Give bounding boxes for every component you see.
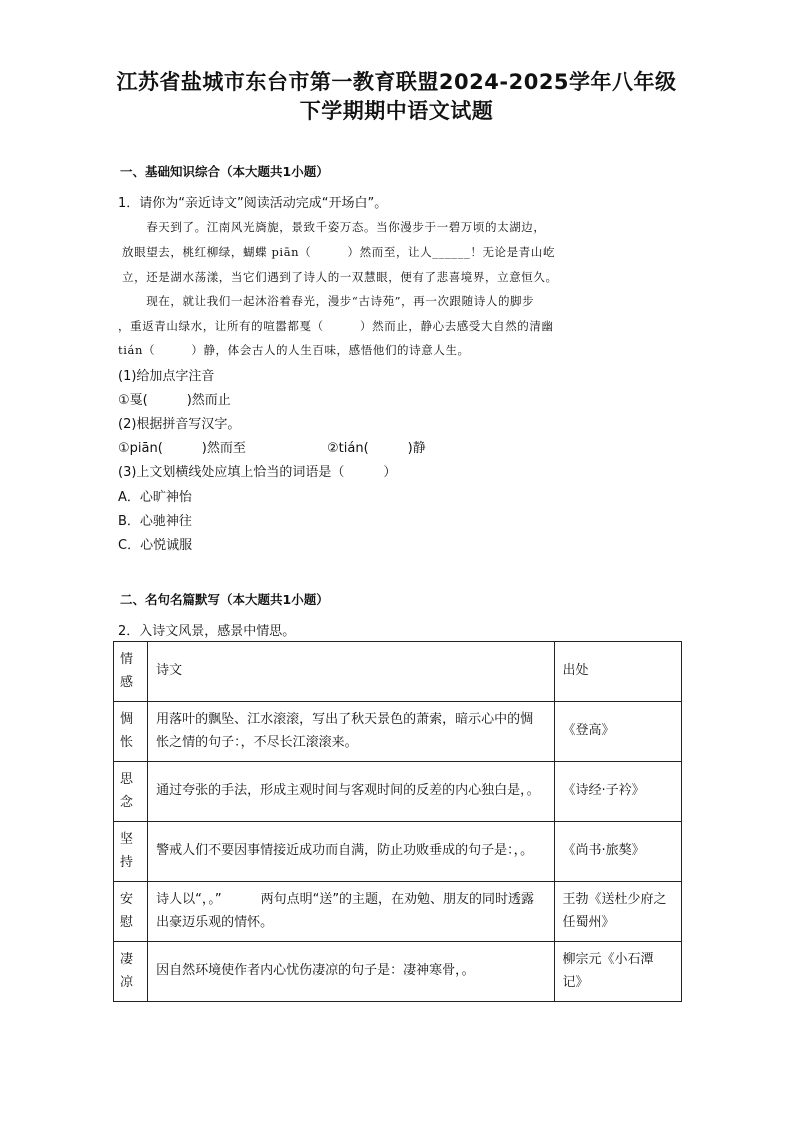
table-row — [114, 822, 682, 882]
sub-question-1: (1)给加点字注音 — [118, 369, 215, 384]
text-cell: 用落叶的飘坠、江水滚滚，写出了秋天景色的萧索，暗示心中的惆怅之情的句子：，不尽长江滚滚来。 — [148, 702, 554, 762]
source-cell: 《尚书·旅獒》 — [554, 822, 681, 882]
section-1-heading: 一、基础知识综合（本大题共1小题） — [120, 164, 329, 179]
passage-line: tián（ ）静，体会古人的人生百味，感悟他们的诗意人生。 — [118, 343, 470, 357]
header-source: 出处 — [554, 642, 681, 702]
source-cell: 柳宗元《小石潭记》 — [554, 942, 681, 1002]
emotion-cell: 思念 — [114, 762, 148, 822]
table-row — [114, 702, 682, 762]
sub-question-3: (3)上文划横线处应填上恰当的词语是（ ） — [118, 465, 397, 480]
sub-question-2-item-1: ①piān( )然而至 — [118, 441, 246, 456]
option-b: B．心驰神往 — [118, 514, 192, 529]
title-line-2: 下学期期中语文试题 — [299, 99, 494, 123]
sub-question-1-item: ①戛( )然而止 — [118, 393, 231, 408]
table-header-row — [114, 642, 682, 702]
emotion-cell: 凄凉 — [114, 942, 148, 1002]
source-cell: 《登高》 — [554, 702, 681, 762]
header-text: 诗文 — [148, 642, 554, 702]
source-cell: 王勃《送杜少府之任蜀州》 — [554, 882, 681, 942]
question-1-prompt: 1．请你为“亲近诗文”阅读活动完成“开场白”。 — [118, 196, 388, 211]
passage-line: 放眼望去，桃红柳绿，蝴蝶 piān（ ）然而至，让人______！无论是青山屹 — [122, 245, 556, 259]
sub-question-2: (2)根据拼音写汉字。 — [118, 417, 241, 432]
option-c: C．心悦诚服 — [118, 538, 193, 553]
emotion-cell: 安慰 — [114, 882, 148, 942]
text-cell: 因自然环境使作者内心忧伤凄凉的句子是：凄神寒骨，。 — [148, 942, 554, 1002]
passage-line: ，重返青山绿水，让所有的喧嚣都戛（ ）然而止，静心去感受大自然的清幽 — [118, 319, 554, 333]
text-cell: 诗人以“，。” 两句点明“送”的主题，在劝勉、朋友的同时透露出豪迈乐观的情怀。 — [148, 882, 554, 942]
emotion-cell: 惆怅 — [114, 702, 148, 762]
question-2-prompt: 2．入诗文风景，感景中情思。 — [118, 624, 296, 639]
table-row — [114, 882, 682, 942]
title-line-1: 江苏省盐城市东台市第一教育联盟2024-2025学年八年级 — [116, 70, 677, 94]
sub-question-2-item-2: ②tián( )静 — [327, 441, 426, 456]
passage-line: 现在，就让我们一起沐浴着春光，漫步“古诗苑”，再一次跟随诗人的脚步 — [122, 294, 535, 308]
emotion-cell: 坚持 — [114, 822, 148, 882]
text-cell: 通过夸张的手法，形成主观时间与客观时间的反差的内心独白是，。 — [148, 762, 554, 822]
table-row — [114, 942, 682, 1002]
poem-table — [113, 641, 682, 1002]
option-a: A．心旷神怡 — [118, 490, 192, 505]
header-emotion: 情感 — [114, 642, 148, 702]
passage-line: 立，还是湖水荡漾，当它们遇到了诗人的一双慧眼，便有了悲喜境界，立意恒久。 — [122, 270, 558, 284]
source-cell: 《诗经·子衿》 — [554, 762, 681, 822]
passage-line: 春天到了。江南风光旖旎，景致千姿万态。当你漫步于一碧万顷的太湖边， — [122, 220, 546, 234]
table-row — [114, 762, 682, 822]
text-cell: 警戒人们不要因事情接近成功而自满，防止功败垂成的句子是：，。 — [148, 822, 554, 882]
section-2-heading: 二、名句名篇默写（本大题共1小题） — [120, 592, 329, 607]
